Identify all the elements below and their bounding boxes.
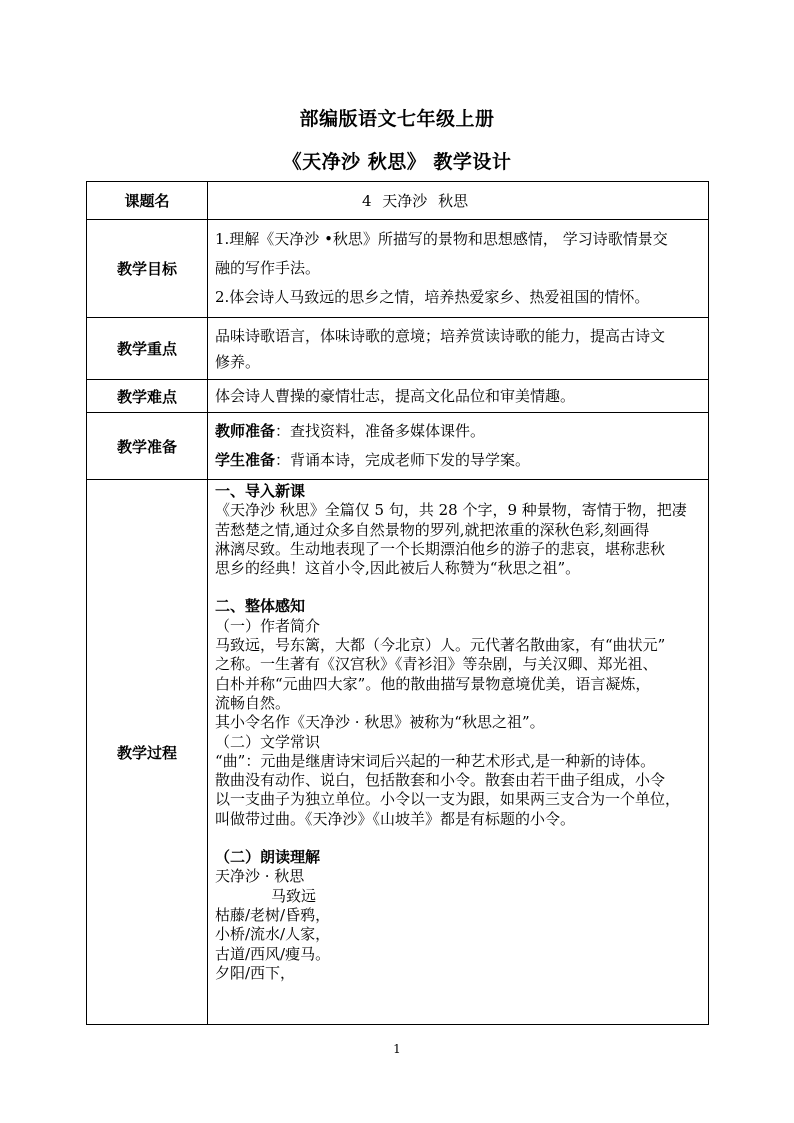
sub2-line-3: 以一支曲子为独立单位。小令以一支为跟，如果两三支合为一个单位， (215, 790, 681, 809)
teacher-prep-label: 教师准备 (215, 422, 276, 440)
difficulties-text: 体会诗人曹操的豪情壮志，提高文化品位和审美情趣。 (215, 387, 576, 405)
key-point-line-2: 修养。 (215, 352, 261, 371)
sub1-line-2: 之称。一生著有《汉宫秋》《青衫泪》等杂剧，与关汉卿、郑光祖、 (215, 655, 658, 674)
page-number: 1 (393, 1042, 401, 1056)
topic-label: 课题名 (87, 182, 208, 220)
poem-line-4: 夕阳/西下， (215, 963, 296, 982)
teacher-prep (215, 417, 700, 446)
sub1-line-4: 流畅自然。 (215, 693, 291, 712)
sub3-heading: （二）朗读理解 (215, 848, 321, 867)
row-key-points (87, 318, 709, 380)
topic-value (208, 182, 709, 220)
key-points-value (208, 318, 709, 380)
row-preparation (87, 413, 709, 480)
objectives-value (208, 220, 709, 318)
preparation-label: 教学准备 (87, 413, 208, 480)
sub1-heading: （一）作者简介 (215, 616, 321, 635)
poem-title: 天净沙 · 秋思 (215, 867, 305, 886)
section1-line-1: 《天净沙 秋思》全篇仅 5 句，共 28 个字，9 种景物，寄情于物，把凄 (215, 501, 687, 520)
spacer (215, 829, 700, 848)
objective-line-3: 2.体会诗人马致远的思乡之情，培养热爱家乡、热爱祖国的情怀。 (215, 288, 650, 306)
poem-line-3: 古道/西风/瘦马。 (215, 944, 331, 963)
row-topic (87, 182, 709, 220)
document-subtitle: 《天净沙 秋思》 教学设计 (282, 151, 512, 173)
section2-heading: 二、整体感知 (215, 597, 306, 616)
difficulties-label: 教学难点 (87, 380, 208, 413)
section1-line-3: 淋漓尽致。生动地表现了一个长期漂泊他乡的游子的悲哀，堪称悲秋 (215, 539, 666, 558)
section1-heading: 一、导入新课 (215, 482, 306, 500)
section1-line-4: 思乡的经典！这首小令,因此被后人称赞为“秋思之祖”。 (215, 559, 581, 578)
poem-line-2: 小桥/流水/人家， (215, 925, 331, 944)
poem-line-1: 枯藤/老树/昏鸦， (215, 905, 331, 924)
sub1-line-5: 其小令名作《天净沙 · 秋思》被称为“秋思之祖”。 (215, 713, 545, 732)
objectives-label: 教学目标 (87, 220, 208, 318)
row-process (87, 480, 709, 1025)
process-value (208, 480, 709, 1025)
lesson-plan-table (86, 181, 709, 1025)
student-prep-label: 学生准备 (215, 451, 276, 469)
document-title: 部编版语文七年级上册 (299, 108, 495, 130)
sub2-line-4: 叫做带过曲。《天净沙》《山坡羊》都是有标题的小令。 (215, 809, 576, 828)
sub2-line-2: 散曲没有动作、说白，包括散套和小令。散套由若干曲子组成，小令 (215, 771, 666, 790)
objective-line-2: 融的写作手法。 (215, 259, 321, 277)
objective-line-1: 1.理解《天净沙 •秋思》所描写的景物和思想感情， 学习诗歌情景交 (215, 230, 668, 248)
key-points-label: 教学重点 (87, 318, 208, 380)
key-point-line-1: 品味诗歌语言，体味诗歌的意境；培养赏读诗歌的能力，提高古诗文 (215, 326, 666, 345)
row-difficulties (87, 380, 709, 413)
teacher-prep-text: ：查找资料，准备多媒体课件。 (275, 422, 486, 440)
poem-author: 马致远 (271, 886, 317, 905)
section1-line-2: 苦愁楚之情,通过众多自然景物的罗列,就把浓重的深秋色彩,刻画得 (215, 520, 650, 539)
student-prep-text: ：背诵本诗，完成老师下发的导学案。 (275, 451, 531, 469)
preparation-value (208, 413, 709, 480)
difficulties-value (208, 380, 709, 413)
sub2-heading: （二）文学常识 (215, 732, 321, 751)
spacer (215, 578, 700, 597)
sub1-line-1: 马致远，号东篱，大都（今北京）人。元代著名散曲家，有“曲状元” (215, 636, 666, 655)
topic-text: 4 天净沙 秋思 (362, 191, 469, 210)
process-label: 教学过程 (87, 480, 208, 1025)
student-prep (215, 446, 700, 475)
sub2-line-1: “曲”：元曲是继唐诗宋词后兴起的一种艺术形式,是一种新的诗体。 (215, 751, 656, 770)
row-objectives (87, 220, 709, 318)
sub1-line-3: 白朴并称“元曲四大家”。他的散曲描写景物意境优美，语言凝炼， (215, 674, 651, 693)
